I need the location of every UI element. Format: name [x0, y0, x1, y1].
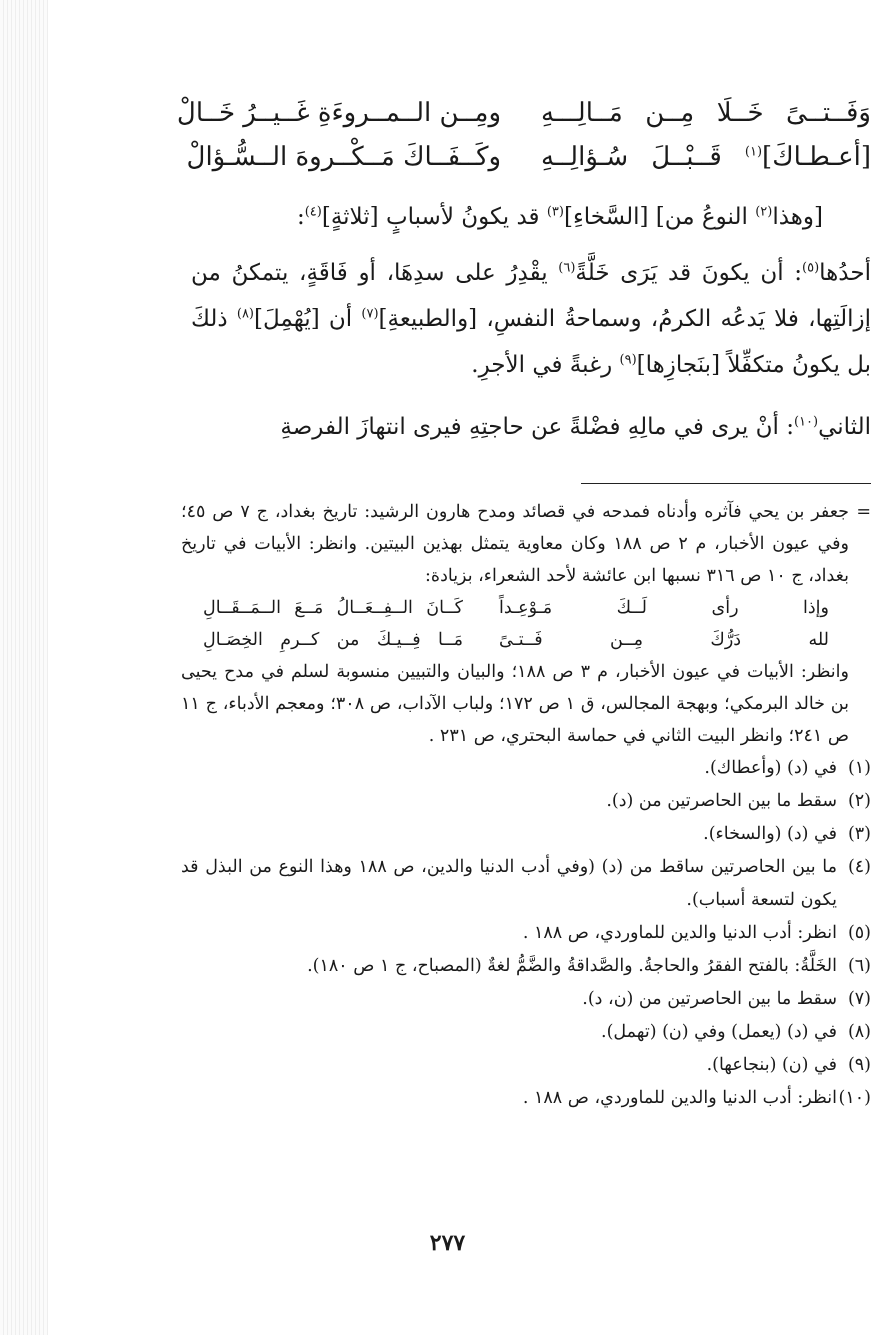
footnote-text: في (د) (وأعطاك).	[704, 758, 837, 778]
footnote-text: الخَلَّةُ: بالفتح الفقرُ والحاجةُ. والصَّداقةُ والضَّمُّ لغةٌ (المصباح، ج ١ ص ١٨٠).	[307, 956, 837, 976]
footnotes-section	[181, 496, 871, 1115]
text-run: رغبةً في الأجرِ.	[471, 352, 620, 378]
footnote-item	[181, 950, 871, 983]
footnote-number: (٢)	[847, 791, 871, 811]
footnote-item	[181, 1016, 871, 1049]
quoted-verse-1	[181, 592, 871, 624]
verse-hemistich: مَــا فِــيـكَ من كــرمِ الخِصَـالِ	[203, 630, 463, 650]
footnote-item	[181, 1082, 871, 1115]
verse-hemistich: لله دَرُّكَ مِــن فَــتـىً	[499, 630, 829, 650]
footnote-item	[181, 851, 871, 917]
footnote-ref[interactable]: (٤)	[304, 204, 322, 220]
footnote-ref[interactable]: (٣)	[546, 204, 564, 220]
text-run: :	[296, 204, 305, 230]
footnote-continuation-2	[181, 656, 871, 752]
footnote-separator	[581, 483, 871, 484]
footnote-text: جعفر بن يحي فآثره وأدناه فمدحه في قصائد ومدح هارون الرشيد: تاريخ بغداد، ج ٧ ص ٤٥؛ وفي عيون الأخبار، م ٢ ص ١٨٨ وكان معاوية يتمثل بهذين البيتين. وانظر: الأبيات في تاريخ بغداد، ج ١٠ ص ٣١٦ نسبها ابن عائشة لأحد الشعراء، بزيادة:	[181, 502, 849, 586]
second-reason-paragraph	[191, 404, 871, 450]
verse-word: [أعـطـاكَ]	[762, 142, 871, 172]
footnote-number: (١٠)	[838, 1088, 871, 1108]
footnote-number: (٦)	[847, 956, 871, 976]
footnote-number: (٩)	[847, 1055, 871, 1075]
footnote-list	[181, 752, 871, 1115]
verse-hemistich: ومِــن الــمــروءَةِ غَــيــرُ خَــالْ	[176, 98, 501, 128]
text-run: : أن يكونَ قد يَرَى خَلَّةً	[575, 260, 803, 286]
text-run: النوعُ من] [السَّخاءِ]	[563, 204, 756, 230]
footnote-ref[interactable]: (٨)	[236, 306, 254, 322]
footnote-item	[181, 1049, 871, 1082]
footnote-ref[interactable]: (١)	[744, 144, 763, 160]
footnote-text: سقط ما بين الحاصرتين من (د).	[606, 791, 837, 811]
quoted-verse-2	[181, 624, 871, 656]
footnote-text: في (د) (والسخاء).	[703, 824, 837, 844]
verse-hemistich: وكَــفَــاكَ مَــكْــروهَ الــسُّـؤالْ	[186, 142, 501, 172]
footnote-text: وانظر: الأبيات في عيون الأخبار، م ٣ ص ١٨٨؛ والبيان والتبيين منسوبة لسلم في مدح يحيى بن خالد البرمكي؛ وبهجة المجالس، ق ١ ص ١٧٢؛ ولباب الآداب، ص ٣٠٨؛ ومعجم الأدباء، ج ١١ ص ٢٤١؛ وانظر البيت الثاني في حماسة البحتري، ص ٢٣١ .	[181, 662, 849, 746]
footnote-number: (١)	[847, 758, 871, 778]
footnote-item	[181, 785, 871, 818]
page-number: ٢٧٧	[429, 1230, 466, 1256]
footnote-text: سقط ما بين الحاصرتين من (ن، د).	[582, 989, 837, 1009]
footnote-number: (٤)	[847, 857, 871, 877]
footnote-number: (٧)	[847, 989, 871, 1009]
verse-word: قَــبْــلَ سُـؤالِــهِ	[541, 142, 745, 172]
verse-line-2	[186, 136, 871, 180]
verse-hemistich	[541, 136, 871, 180]
verse-hemistich: وَفَــتــىً خَــلَا مِــن مَــالِـــهِ	[541, 98, 871, 128]
footnote-ref[interactable]: (١٠)	[793, 414, 819, 430]
footnote-text: في (ن) (بنجاعها).	[706, 1055, 837, 1075]
verse-hemistich: وإذا رأى لَــكَ مَـوْعِـداً	[499, 598, 829, 618]
text-run: أحدُها	[819, 260, 871, 286]
text-run: أن [يُهْمِلَ]	[254, 306, 362, 332]
footnote-number: (٥)	[847, 923, 871, 943]
footnote-item	[181, 917, 871, 950]
footnote-text: انظر: أدب الدنيا والدين للماوردي، ص ١٨٨ .	[522, 1088, 837, 1108]
footnote-item	[181, 818, 871, 851]
footnote-ref[interactable]: (٢)	[755, 204, 773, 220]
verse-hemistich: كَــانَ الــفِــعَــالُ مَــعَ الــمَــقَــالِ	[203, 598, 463, 618]
verse-line-1	[176, 92, 871, 136]
main-text	[176, 92, 871, 450]
footnote-ref[interactable]: (٩)	[619, 352, 637, 368]
footnote-item	[181, 983, 871, 1016]
footnote-number: (٨)	[847, 1022, 871, 1042]
footnote-text: في (د) (يعمل) وفي (ن) (تهمل).	[601, 1022, 837, 1042]
footnote-ref[interactable]: (٥)	[802, 260, 820, 276]
text-run: [وهذا	[772, 204, 823, 230]
footnote-number: (٣)	[847, 824, 871, 844]
footnote-ref[interactable]: (٦)	[558, 260, 576, 276]
footnote-continuation	[181, 496, 871, 592]
text-run: يقْدِرُ على سدِهَا، أو فَاقَةٍ، يتمكنُ من إزالَتِها، فلا يَدعُه الكرمُ، وسماحةُ النفسِ، [والطبيعةِ]	[191, 260, 871, 332]
text-run: قد يكونُ لأسبابٍ [ثلاثةٍ]	[321, 204, 547, 230]
page-binding-edge	[0, 0, 48, 1335]
footnote-ref[interactable]: (٧)	[361, 306, 379, 322]
first-reason-paragraph	[191, 250, 871, 388]
footnote-text: ما بين الحاصرتين ساقط من (د) (وفي أدب الدنيا والدين، ص ١٨٨ وهذا النوع من البذل قد يكون لتسعة أسباب).	[181, 857, 837, 910]
text-run: : أنْ يرى في مالِهِ فضْلةً عن حاجتِهِ فيرى انتهازَ الفرصةِ	[280, 414, 794, 440]
intro-paragraph	[191, 194, 871, 240]
footnote-item	[181, 752, 871, 785]
continuation-marker: =	[856, 502, 871, 522]
footnote-text: انظر: أدب الدنيا والدين للماوردي، ص ١٨٨ .	[522, 923, 837, 943]
text-run: الثاني	[818, 414, 871, 440]
text-run: ذلكَ بل يكونُ متكفِّلاً [بنَجازِها]	[191, 306, 871, 378]
